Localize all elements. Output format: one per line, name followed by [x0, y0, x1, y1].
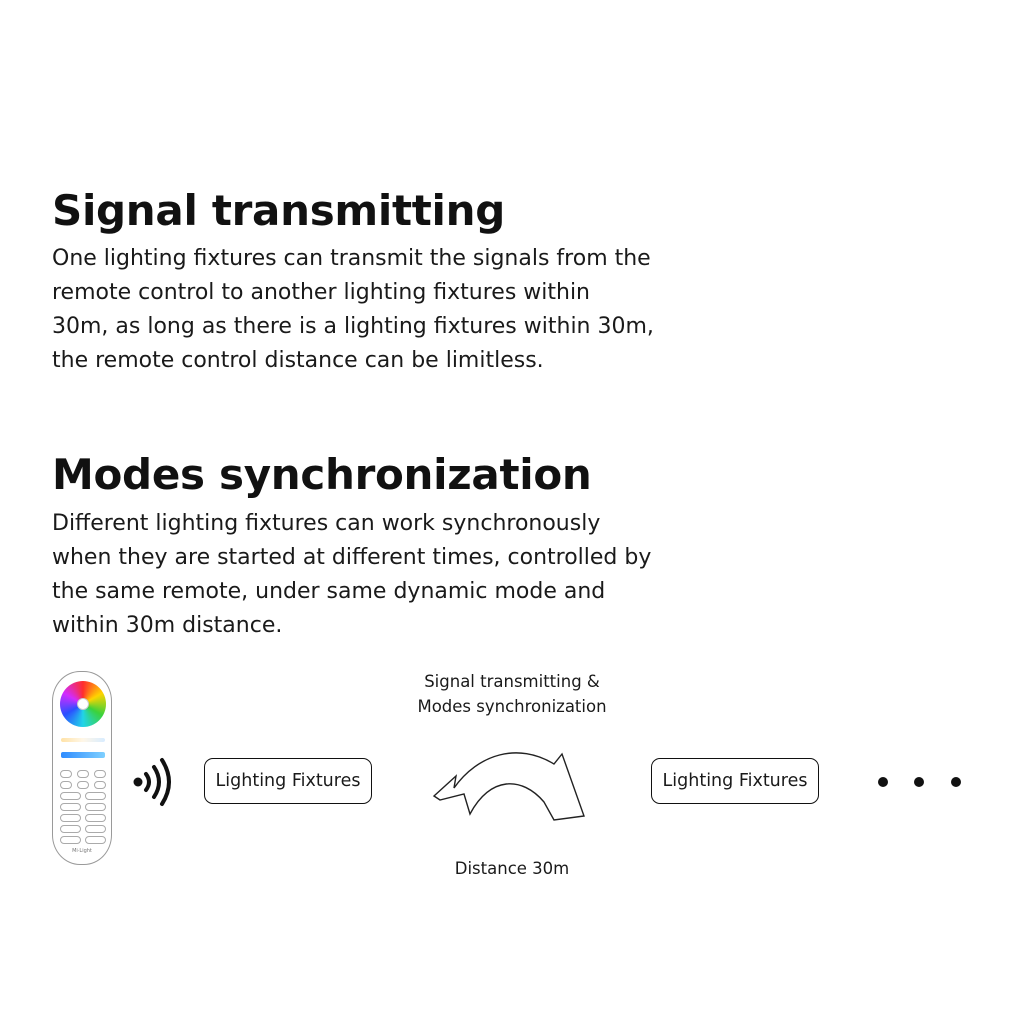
brightness-strip: [61, 752, 105, 758]
remote-key: [60, 792, 81, 800]
paragraph-line: Different lighting fixtures can work synchronously: [52, 511, 601, 536]
remote-key: [60, 836, 81, 844]
arrow-caption-line: Signal transmitting &: [424, 672, 600, 691]
remote-key: [77, 770, 89, 778]
color-wheel-center: [77, 698, 89, 710]
remote-key: [85, 792, 106, 800]
ellipsis-icon: [870, 772, 970, 792]
paragraph-line: 30m, as long as there is a lighting fixtures within 30m,: [52, 314, 654, 339]
remote-keypad: [60, 770, 106, 847]
remote-key: [85, 836, 106, 844]
distance-label: Distance 30m: [454, 859, 570, 878]
paragraph-line: when they are started at different times, controlled by: [52, 545, 652, 570]
color-wheel: [60, 681, 106, 727]
remote-key: [85, 814, 106, 822]
heading-signal-transmitting: Signal transmitting: [52, 186, 505, 235]
remote-control-icon: [52, 671, 112, 865]
paragraph-line: remote control to another lighting fixtures within: [52, 280, 591, 305]
paragraph-line: the remote control distance can be limitless.: [52, 348, 544, 373]
paragraph-modes-synchronization: [52, 507, 702, 643]
paragraph-line: the same remote, under same dynamic mode and: [52, 579, 606, 604]
remote-key: [94, 770, 106, 778]
remote-key: [77, 781, 89, 789]
lighting-fixture-label: Lighting Fixtures: [215, 771, 361, 791]
remote-key: [60, 825, 81, 833]
remote-key: [60, 803, 81, 811]
remote-key: [94, 781, 106, 789]
paragraph-signal-transmitting: [52, 242, 702, 378]
white-temperature-strip: [61, 738, 105, 742]
heading-modes-synchronization: Modes synchronization: [52, 450, 592, 499]
lighting-fixture-box-right: [651, 758, 819, 804]
remote-brand: Mi·Light: [72, 848, 92, 854]
lighting-fixture-box-left: [204, 758, 372, 804]
remote-key: [60, 814, 81, 822]
paragraph-line: One lighting fixtures can transmit the signals from the: [52, 246, 651, 271]
remote-key: [60, 781, 72, 789]
remote-key: [60, 770, 72, 778]
arrow-caption: [392, 669, 632, 719]
lighting-fixture-label: Lighting Fixtures: [662, 771, 808, 791]
wireless-signal-icon: [132, 756, 176, 808]
remote-key: [85, 803, 106, 811]
arrow-caption-line: Modes synchronization: [417, 697, 607, 716]
curved-arrow-icon: [430, 736, 596, 828]
paragraph-line: within 30m distance.: [52, 613, 283, 638]
remote-key: [85, 825, 106, 833]
